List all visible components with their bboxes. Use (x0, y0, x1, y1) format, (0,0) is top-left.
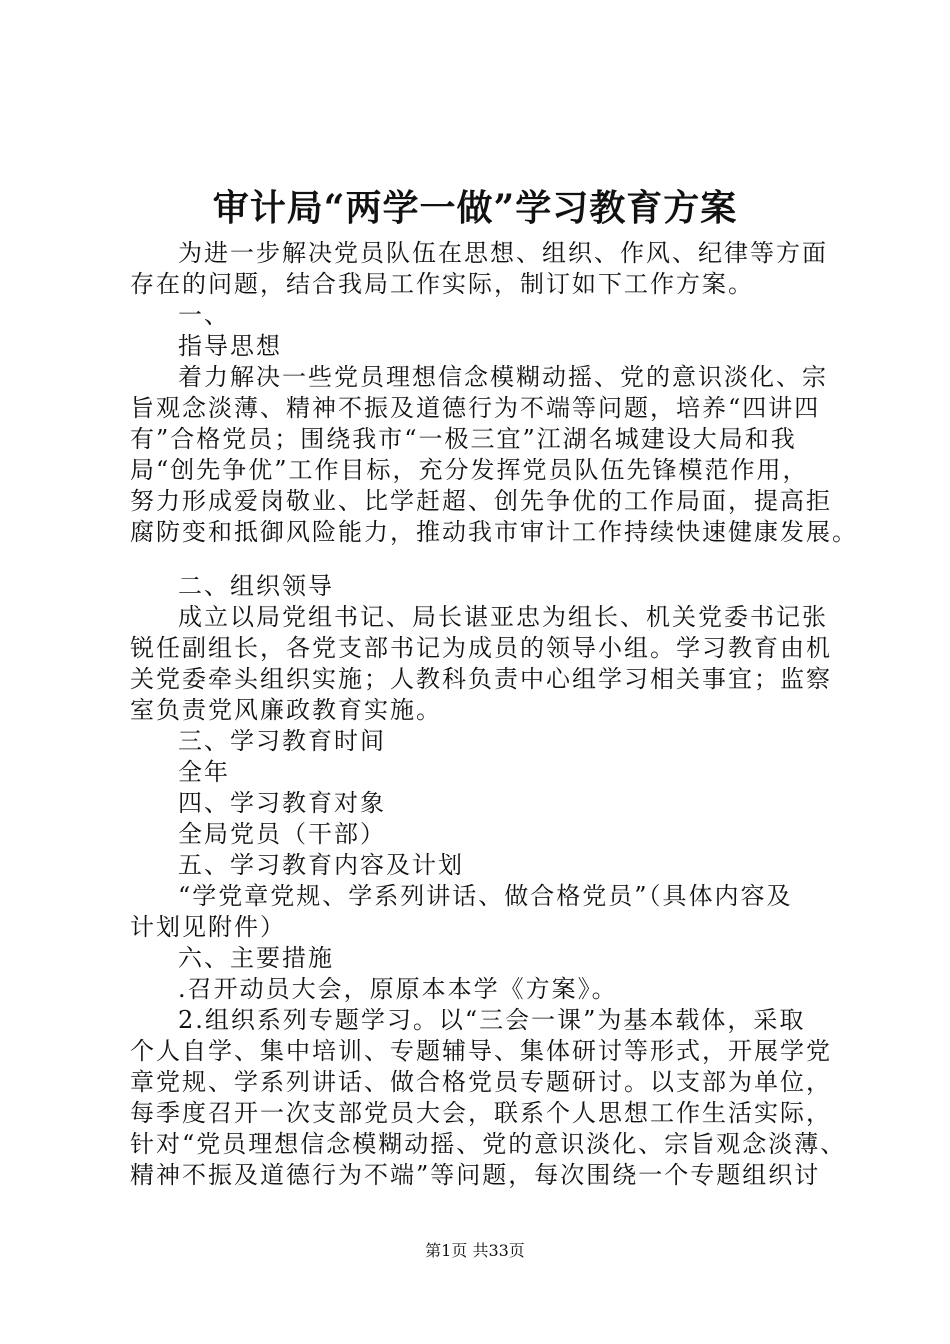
paragraph-line: 成立以局党组书记、局长谌亚忠为组长、机关党委书记张 (178, 603, 828, 631)
paragraph-line: 努力形成爱岗敬业、比学赶超、创先争优的工作局面，提高拒 (130, 487, 832, 515)
paragraph-line: “学党章党规、学系列讲话、做合格党员”（具体内容及 (178, 882, 793, 910)
paragraph-line: 旨观念淡薄、精神不振及道德行为不端等问题，培养“四讲四 (130, 394, 821, 422)
paragraph-line: 为进一步解决党员队伍在思想、组织、作风、纪律等方面 (178, 239, 828, 267)
paragraph-line: 室负责党风廉政教育实施。 (130, 696, 442, 724)
document-title: 审计局“两学一做”学习教育方案 (212, 187, 738, 229)
paragraph-line: 存在的问题，结合我局工作实际，制订如下工作方案。 (130, 270, 754, 298)
section-heading: 五、学习教育内容及计划 (178, 851, 464, 879)
paragraph-line: 关党委牵头组织实施；人教科负责中心组学习相关事宜；监察 (130, 665, 832, 693)
paragraph-line: 有”合格党员；围绕我市“一极三宜”江湖名城建设大局和我 (130, 425, 797, 453)
section-heading: 四、学习教育对象 (178, 789, 386, 817)
page-footer: 第1页 共33页 (425, 1241, 525, 1260)
paragraph-line: 着力解决一些党员理想信念模糊动摇、党的意识淡化、宗 (178, 363, 828, 391)
section-heading: 指导思想 (178, 332, 282, 360)
paragraph-line: 2.组织系列专题学习。以“三会一课”为基本载体，采取 (178, 1006, 806, 1034)
paragraph-line: .召开动员大会，原原本本学《方案》。 (178, 975, 618, 1003)
section-heading: 二、组织领导 (178, 572, 334, 600)
paragraph-line: 腐防变和抵御风险能力，推动我市审计工作持续快速健康发展。 (130, 518, 858, 546)
section-number: 一、 (178, 301, 230, 329)
paragraph-line: 锐任副组长，各党支部书记为成员的领导小组。学习教育由机 (130, 634, 832, 662)
paragraph-line: 每季度召开一次支部党员大会，联系个人思想工作生活实际， (130, 1099, 832, 1127)
paragraph-line: 局“创先争优”工作目标，充分发挥党员队伍先锋模范作用， (130, 456, 809, 484)
paragraph-line: 精神不振及道德行为不端”等问题，每次围绕一个专题组织讨 (130, 1161, 821, 1189)
paragraph-line: 章党规、学系列讲话、做合格党员专题研讨。以支部为单位， (130, 1068, 832, 1096)
paragraph-line: 个人自学、集中培训、专题辅导、集体研讨等形式，开展学党 (130, 1037, 832, 1065)
section-heading: 六、主要措施 (178, 944, 334, 972)
section-heading: 三、学习教育时间 (178, 727, 386, 755)
paragraph-line: 全局党员（干部） (178, 820, 386, 848)
paragraph-line: 针对“党员理想信念模糊动摇、党的意识淡化、宗旨观念淡薄、 (130, 1130, 847, 1158)
paragraph-line: 全年 (178, 758, 230, 786)
paragraph-line: 计划见附件） (130, 913, 286, 941)
